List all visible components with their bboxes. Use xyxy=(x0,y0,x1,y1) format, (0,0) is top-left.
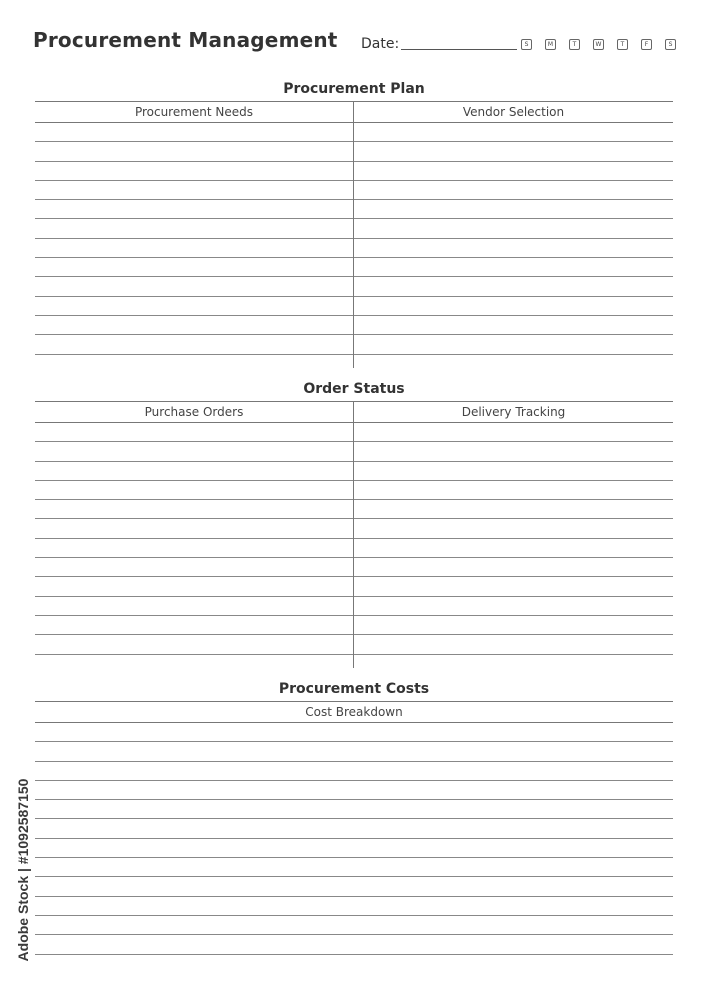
weekday-checkbox[interactable]: M xyxy=(545,39,556,50)
stock-watermark xyxy=(14,755,32,985)
column-header-procurement-needs: Procurement Needs xyxy=(134,105,254,119)
section-title-procurement-costs: Procurement Costs xyxy=(278,681,430,697)
writing-line[interactable] xyxy=(35,839,673,858)
writing-line[interactable] xyxy=(35,142,673,161)
writing-line[interactable] xyxy=(35,616,673,635)
writing-line[interactable] xyxy=(35,539,673,558)
writing-line[interactable] xyxy=(35,277,673,296)
writing-line[interactable] xyxy=(35,316,673,335)
column-header-vendor-selection: Vendor Selection xyxy=(462,105,565,119)
watermark-text: Adobe Stock | #1092587150 xyxy=(15,778,31,962)
writing-line[interactable] xyxy=(35,500,673,519)
writing-line[interactable] xyxy=(35,442,673,461)
writing-line[interactable] xyxy=(35,297,673,316)
writing-line[interactable] xyxy=(35,258,673,277)
weekday-checkbox[interactable]: F xyxy=(641,39,652,50)
writing-line[interactable] xyxy=(35,800,673,819)
column-header-cost-breakdown: Cost Breakdown xyxy=(305,705,403,719)
weekday-checkbox[interactable]: S xyxy=(665,39,676,50)
writing-line[interactable] xyxy=(35,335,673,354)
section-title-order-status: Order Status xyxy=(303,381,405,397)
weekday-checkbox[interactable]: T xyxy=(617,39,628,50)
writing-line[interactable] xyxy=(35,597,673,616)
writing-line[interactable] xyxy=(35,423,673,442)
writing-line[interactable] xyxy=(35,877,673,896)
column-header-purchase-orders: Purchase Orders xyxy=(144,405,244,419)
writing-line[interactable] xyxy=(35,897,673,916)
writing-line[interactable] xyxy=(35,858,673,877)
writing-line[interactable] xyxy=(35,577,673,596)
weekday-checkbox[interactable]: W xyxy=(593,39,604,50)
writing-line[interactable] xyxy=(35,935,673,954)
writing-line[interactable] xyxy=(35,819,673,838)
writing-line[interactable] xyxy=(35,742,673,761)
writing-line[interactable] xyxy=(35,481,673,500)
writing-line[interactable] xyxy=(35,462,673,481)
weekday-checkbox[interactable]: S xyxy=(521,39,532,50)
writing-line[interactable] xyxy=(35,723,673,742)
column-divider xyxy=(353,402,354,668)
weekday-checkbox[interactable]: T xyxy=(569,39,580,50)
procurement-plan-table xyxy=(35,101,673,368)
writing-line[interactable] xyxy=(35,181,673,200)
writing-line[interactable] xyxy=(35,916,673,935)
writing-line[interactable] xyxy=(35,200,673,219)
writing-line[interactable] xyxy=(35,123,673,142)
writing-line[interactable] xyxy=(35,762,673,781)
writing-line[interactable] xyxy=(35,219,673,238)
writing-line[interactable] xyxy=(35,519,673,538)
section-title-procurement-plan: Procurement Plan xyxy=(283,81,425,97)
writing-line[interactable] xyxy=(35,239,673,258)
date-label: Date: xyxy=(361,36,400,52)
procurement-costs-table xyxy=(35,701,673,968)
date-input-line[interactable] xyxy=(401,49,517,50)
writing-line[interactable] xyxy=(35,162,673,181)
writing-line[interactable] xyxy=(35,558,673,577)
order-status-table xyxy=(35,401,673,668)
writing-line[interactable] xyxy=(35,635,673,654)
column-header-delivery-tracking: Delivery Tracking xyxy=(461,405,566,419)
writing-line[interactable] xyxy=(35,781,673,800)
column-divider xyxy=(353,102,354,368)
page-title: Procurement Management xyxy=(33,28,338,52)
